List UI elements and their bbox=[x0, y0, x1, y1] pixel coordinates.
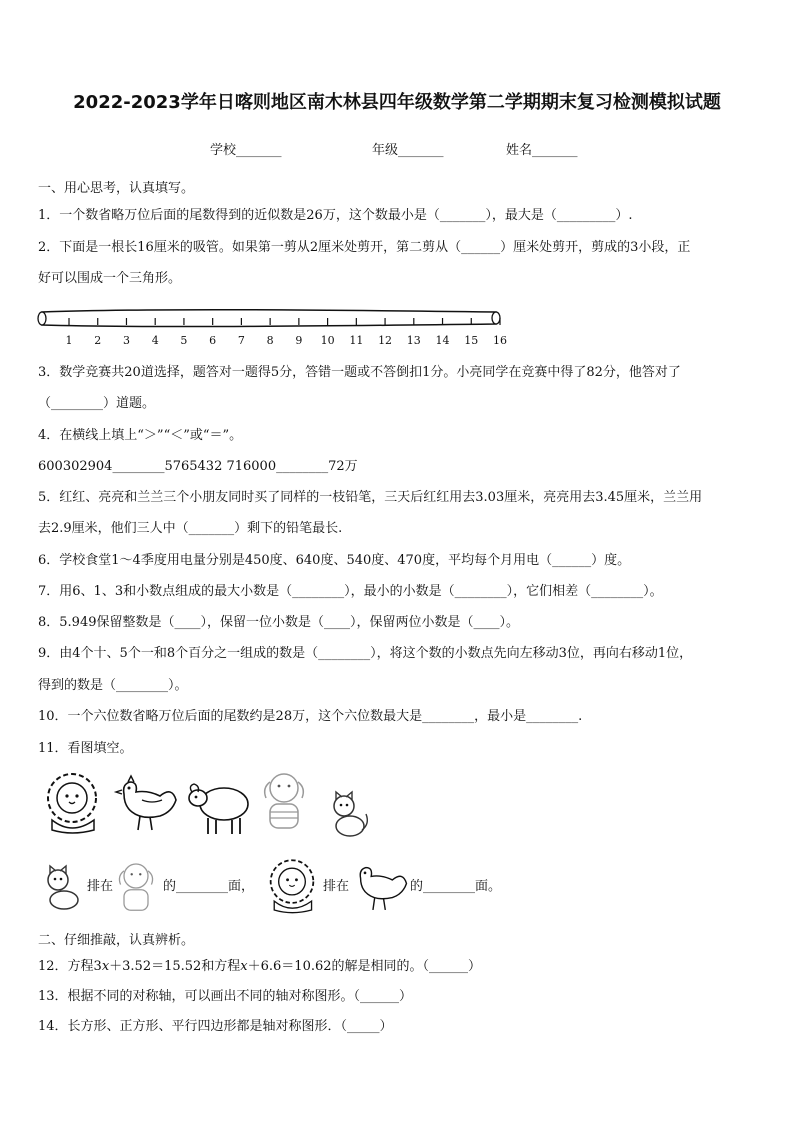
section-1-heading: 一、用心思考，认真填写。 bbox=[38, 181, 195, 196]
straw-left-end bbox=[38, 312, 46, 325]
puppy-image bbox=[256, 766, 312, 838]
kitten-small-image bbox=[40, 864, 84, 912]
straw-tick-label: 14 bbox=[435, 334, 450, 347]
straw-tick-label: 1 bbox=[65, 334, 73, 347]
straw-tick-label: 3 bbox=[122, 334, 130, 347]
question-9-line-2: 得到的数是（________）。 bbox=[38, 678, 188, 693]
question-2-line-2: 好可以围成一个三角形。 bbox=[38, 271, 182, 286]
straw-tick-label: 11 bbox=[349, 334, 364, 347]
hen-small-image bbox=[350, 858, 410, 916]
question-4: 4．在横线上填上“＞”“＜”或“＝”。 bbox=[38, 428, 243, 443]
question-11-text-3: 排在 bbox=[323, 879, 350, 894]
straw-tick-label: 7 bbox=[237, 334, 245, 347]
question-4-items: 600302904________5765432 716000________72万 bbox=[38, 459, 358, 474]
section-2-heading: 二、仔细推敲，认真辨析。 bbox=[38, 933, 195, 948]
grade-field[interactable]: 年级_______ bbox=[372, 143, 444, 158]
straw-tick-label: 15 bbox=[464, 334, 479, 347]
question-10: 10．一个六位数省略万位后面的尾数约是28万，这个六位数最大是________，最小是________. bbox=[38, 709, 583, 724]
straw-tick-label: 16 bbox=[493, 334, 507, 347]
straw-tick-label: 10 bbox=[320, 334, 335, 347]
question-7: 7．用6、1、3和小数点组成的最大小数是（________），最小的小数是（________），它们相差（________）。 bbox=[38, 584, 663, 599]
question-3-line-2: （________）道题。 bbox=[38, 396, 156, 411]
question-3-line-1: 3．数学竞赛共20道选择，题答对一题得5分，答错一题或不答倒扣1分。小亮同学在竞赛中得了82分，他答对了 bbox=[38, 365, 681, 380]
question-5-line-1: 5．红红、亮亮和兰兰三个小朋友同时买了同样的一枝铅笔，三天后红红用去3.03厘米，亮亮用去3.45厘米，兰兰用 bbox=[38, 490, 703, 505]
straw-tick-label: 12 bbox=[378, 334, 393, 347]
straw-right-end bbox=[492, 312, 500, 324]
straw-tick-label: 8 bbox=[266, 334, 274, 347]
question-9-line-1: 9．由4个十、5个一和8个百分之一组成的数是（________），将这个数的小数点先向左移动3位，再向右移动1位， bbox=[38, 646, 693, 661]
question-11-text-1: 排在 bbox=[87, 879, 114, 894]
question-11: 11．看图填空。 bbox=[38, 741, 133, 756]
straw-tick-label: 6 bbox=[209, 334, 217, 347]
question-14: 14．长方形、正方形、平行四边形都是轴对称图形．（_____） bbox=[38, 1019, 393, 1034]
straw-tick-label: 5 bbox=[180, 334, 188, 347]
question-12: 12．方程3𝑥＋3.52＝15.52和方程𝑥＋6.6＝10.62的解是相同的。（______） bbox=[38, 959, 482, 974]
question-11-text-2: 的________面， bbox=[163, 879, 255, 894]
straw-body bbox=[42, 310, 496, 327]
straw-tick-label: 9 bbox=[295, 334, 303, 347]
straw-tick-label: 2 bbox=[94, 334, 102, 347]
page-title: 2022-2023学年日喀则地区南木林县四年级数学第二学期期末复习检测模拟试题 bbox=[73, 92, 721, 113]
lion-image bbox=[36, 770, 108, 836]
question-5-line-2: 去2.9厘米，他们三人中（_______）剩下的铅笔最长. bbox=[38, 521, 343, 536]
name-field[interactable]: 姓名_______ bbox=[506, 143, 578, 158]
question-11-text-4: 的________面。 bbox=[410, 879, 502, 894]
sheep-image bbox=[184, 778, 252, 838]
straw-tick-label: 4 bbox=[151, 334, 159, 347]
question-6: 6．学校食堂1～4季度用电量分别是450度、640度、540度、470度，平均每个月用电（______）度。 bbox=[38, 553, 631, 568]
straw-diagram bbox=[34, 302, 514, 350]
question-13: 13．根据不同的对称轴，可以画出不同的轴对称图形。（______） bbox=[38, 989, 413, 1004]
puppy-small-image bbox=[112, 856, 160, 920]
question-1: 1．一个数省略万位后面的尾数得到的近似数是26万，这个数最小是（_______），最大是（_________）. bbox=[38, 208, 633, 223]
kitten-image bbox=[326, 790, 372, 840]
lion-small-image bbox=[260, 856, 324, 916]
question-8: 8．5.949保留整数是（____），保留一位小数是（____），保留两位小数是（____）。 bbox=[38, 615, 519, 630]
question-2-line-1: 2．下面是一根长16厘米的吸管。如果第一剪从2厘米处剪开，第二剪从（______）厘米处剪开，剪成的3小段，正 bbox=[38, 240, 691, 255]
school-field[interactable]: 学校_______ bbox=[210, 143, 282, 158]
hen-image bbox=[112, 772, 180, 836]
straw-tick-label: 13 bbox=[406, 334, 421, 347]
